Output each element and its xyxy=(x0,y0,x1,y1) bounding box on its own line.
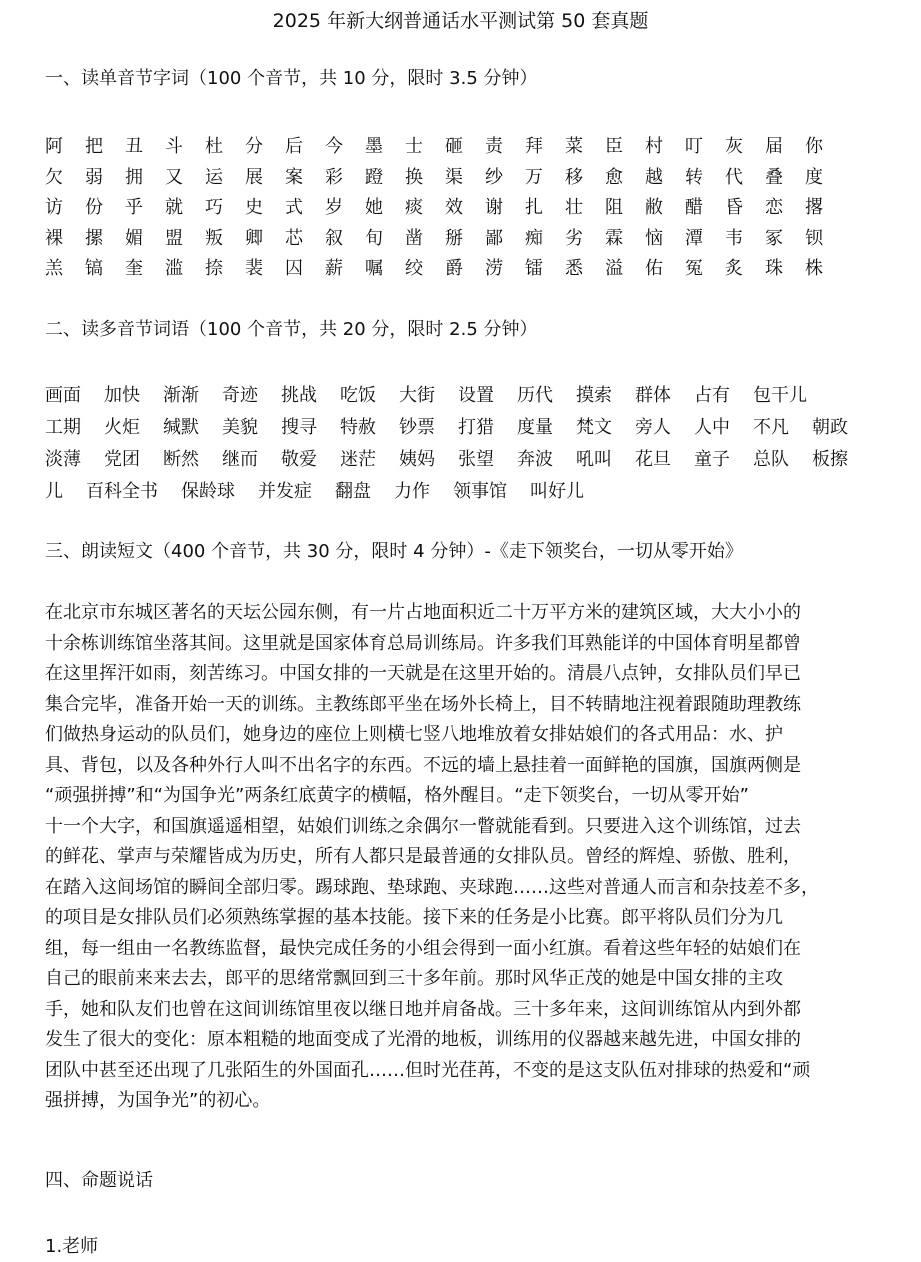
word-item: 儿 xyxy=(45,481,63,502)
section3-heading: 三、朗读短文（400 个音节，共 30 分，限时 4 分钟）-《走下领奖台，一切从零开始》 xyxy=(45,541,743,562)
syllable-char: 墨 xyxy=(365,136,383,157)
syllable-char: 囚 xyxy=(285,258,303,280)
syllable-char: 羔 xyxy=(45,258,63,280)
word-item: 板擦 xyxy=(812,449,848,470)
syllable-char: 佑 xyxy=(645,258,663,280)
syllable-char: 拜 xyxy=(525,136,543,157)
passage-line: 十一个大字，和国旗遥遥相望，姑娘们训练之余偶尔一瞥就能看到。只要进入这个训练馆，过去 xyxy=(45,815,801,837)
syllable-char: 爵 xyxy=(445,258,463,280)
word-item: 设置 xyxy=(458,385,494,406)
word-item: 人中 xyxy=(694,417,730,438)
syllable-char: 痰 xyxy=(405,197,423,219)
word-item: 挑战 xyxy=(281,385,317,406)
passage-line: 在这里挥汗如雨，刻苦练习。中国女排的一天就是在这里开始的。清晨八点钟，女排队员们早已 xyxy=(45,663,801,684)
syllable-char: 案 xyxy=(285,166,303,188)
syllable-char: 霖 xyxy=(605,227,623,249)
syllable-char: 巧 xyxy=(205,197,223,219)
syllable-char: 彩 xyxy=(325,166,343,188)
word-item: 断然 xyxy=(163,449,199,470)
syllable-char: 史 xyxy=(245,197,263,219)
word-item: 渐渐 xyxy=(163,385,199,406)
syllable-char: 纱 xyxy=(485,166,503,188)
word-row xyxy=(45,444,865,476)
word-item: 钞票 xyxy=(399,417,435,438)
passage-line: 具、背包，以及各种外行人叫不出名字的东西。不远的墙上悬挂着一面鲜艳的国旗，国旗两侧是 xyxy=(45,754,801,776)
syllable-char: 劣 xyxy=(565,227,583,249)
syllable-char: 冤 xyxy=(685,258,703,280)
syllable-char: 越 xyxy=(645,166,663,188)
word-item: 不凡 xyxy=(753,417,789,438)
syllable-char: 效 xyxy=(445,197,463,219)
reading-passage xyxy=(45,598,865,1117)
section2-heading: 二、读多音节词语（100 个音节，共 20 分，限时 2.5 分钟） xyxy=(45,319,538,340)
syllable-char: 叠 xyxy=(765,166,783,188)
syllable-char: 弱 xyxy=(85,166,103,188)
syllable-char: 撂 xyxy=(805,197,823,219)
syllable-char: 掰 xyxy=(445,227,463,249)
passage-line: 在踏入这间场馆的瞬间全部归零。踢球跑、垫球跑、夹球跑……这些对普通人而言和杂技差不多， xyxy=(45,876,819,898)
word-item: 摸索 xyxy=(576,385,612,406)
word-item: 工期 xyxy=(45,417,81,438)
syllable-char: 株 xyxy=(805,258,823,280)
syllable-char: 壮 xyxy=(565,197,583,219)
syllable-char: 悉 xyxy=(565,258,583,280)
syllable-char: 冢 xyxy=(765,227,783,249)
syllable-char: 你 xyxy=(805,136,823,157)
syllable-char: 旬 xyxy=(365,227,383,249)
passage-line: 的项目是女排队员们必须熟练掌握的基本技能。接下来的任务是小比赛。郎平将队员们分为几 xyxy=(45,907,783,928)
syllable-char: 奎 xyxy=(125,258,143,280)
syllable-char: 昏 xyxy=(725,197,743,219)
syllable-char: 责 xyxy=(485,136,503,157)
syllable-char: 拥 xyxy=(125,166,143,188)
word-item: 占有 xyxy=(694,385,730,406)
passage-line: 在北京市东城区著名的天坛公园东侧，有一片占地面积近二十万平方米的建筑区域，大大小小的 xyxy=(45,602,801,623)
word-item: 奔波 xyxy=(517,449,553,470)
word-item: 继而 xyxy=(222,449,258,470)
syllable-char: 镐 xyxy=(85,258,103,280)
syllable-char: 岁 xyxy=(325,197,343,219)
word-item: 搜寻 xyxy=(281,417,317,438)
syllable-char: 扎 xyxy=(525,197,543,219)
word-item: 历代 xyxy=(517,385,553,406)
syllable-char: 她 xyxy=(365,197,383,219)
speech-topic: 1.老师 xyxy=(45,1236,99,1257)
word-item: 力作 xyxy=(394,481,430,502)
word-item: 敬爱 xyxy=(281,449,317,470)
word-item: 保龄球 xyxy=(181,481,235,502)
syllable-char: 后 xyxy=(285,136,303,157)
syllable-char: 嘱 xyxy=(365,258,383,280)
passage-line: 集合完毕，准备开始一天的训练。主教练郎平坐在场外长椅上，目不转睛地注视着跟随助理教练 xyxy=(45,693,801,715)
syllable-char: 展 xyxy=(245,166,263,188)
word-item: 翻盘 xyxy=(335,481,371,502)
word-item: 花旦 xyxy=(635,449,671,470)
word-item: 美貌 xyxy=(222,417,258,438)
passage-line: 自己的眼前来来去去，郎平的思绪常飘回到三十多年前。那时风华正茂的她是中国女排的主攻 xyxy=(45,968,783,989)
word-item: 淡薄 xyxy=(45,449,81,470)
syllable-char: 珠 xyxy=(765,258,783,280)
syllable-char: 村 xyxy=(645,136,663,157)
word-item: 姨妈 xyxy=(399,449,435,470)
syllable-char: 韦 xyxy=(725,227,743,249)
syllable-char: 士 xyxy=(405,136,423,157)
section4-heading: 四、命题说话 xyxy=(45,1170,153,1191)
word-item: 大街 xyxy=(399,385,435,406)
syllable-char: 恼 xyxy=(645,227,663,249)
word-item: 缄默 xyxy=(163,417,199,438)
syllable-char: 欠 xyxy=(45,166,63,188)
passage-line: 们做热身运动的队员们，她身边的座位上则横七竖八地堆放着女排姑娘们的各式用品：水、护 xyxy=(45,724,783,745)
word-item: 加快 xyxy=(104,385,140,406)
syllable-char: 又 xyxy=(165,166,183,188)
syllable-char: 斗 xyxy=(165,136,183,157)
syllable-char: 捺 xyxy=(205,258,223,280)
multi-syllable-word-list xyxy=(45,380,865,508)
passage-line: 组，每一组由一名教练监督，最快完成任务的小组会得到一面小红旗。看着这些年轻的姑娘们在 xyxy=(45,937,801,959)
syllable-char: 钡 xyxy=(805,227,823,249)
passage-line: 十余栋训练馆坐落其间。这里就是国家体育总局训练局。许多我们耳熟能详的中国体育明星都曾 xyxy=(45,632,801,654)
syllable-char: 份 xyxy=(85,197,103,219)
word-item: 迷茫 xyxy=(340,449,376,470)
syllable-char: 运 xyxy=(205,166,223,188)
syllable-char: 愈 xyxy=(605,166,623,188)
syllable-char: 炙 xyxy=(725,258,743,280)
syllable-char: 裸 xyxy=(45,227,63,249)
word-item: 叫好儿 xyxy=(530,481,584,502)
syllable-char: 度 xyxy=(805,166,823,188)
syllable-char: 菜 xyxy=(565,136,583,157)
syllable-char: 涝 xyxy=(485,258,503,280)
syllable-char: 阿 xyxy=(45,136,63,157)
syllable-char: 分 xyxy=(245,136,263,157)
syllable-char: 薪 xyxy=(325,258,343,280)
word-item: 朝政 xyxy=(812,417,848,438)
word-item: 特赦 xyxy=(340,417,376,438)
syllable-char: 滥 xyxy=(165,258,183,280)
syllable-char: 溢 xyxy=(605,258,623,280)
syllable-char: 换 xyxy=(405,166,423,188)
passage-line: 强拼搏，为国争光”的初心。 xyxy=(45,1090,271,1111)
passage-line: 团队中甚至还出现了几张陌生的外国面孔……但时光荏苒，不变的是这支队伍对排球的热爱和“顽 xyxy=(45,1059,811,1081)
syllable-char: 就 xyxy=(165,197,183,219)
syllable-char: 芯 xyxy=(285,227,303,249)
word-item: 梵文 xyxy=(576,417,612,438)
word-item: 旁人 xyxy=(635,417,671,438)
word-item: 度量 xyxy=(517,417,553,438)
syllable-char: 盟 xyxy=(165,227,183,249)
document-title: 2025 年新大纲普通话水平测试第 50 套真题 xyxy=(272,10,649,32)
word-item: 打猎 xyxy=(458,417,494,438)
syllable-char: 渠 xyxy=(445,166,463,188)
word-row xyxy=(45,380,865,412)
syllable-char: 痴 xyxy=(525,227,543,249)
syllable-char: 式 xyxy=(285,197,303,219)
syllable-char: 叮 xyxy=(685,136,703,157)
single-syllable-grid xyxy=(45,132,845,285)
syllable-char: 恋 xyxy=(765,197,783,219)
syllable-char: 把 xyxy=(85,136,103,157)
syllable-char: 砸 xyxy=(445,136,463,157)
word-item: 领事馆 xyxy=(453,481,507,502)
syllable-char: 鄙 xyxy=(485,227,503,249)
word-item: 百科全书 xyxy=(86,481,158,502)
syllable-char: 醋 xyxy=(685,197,703,219)
syllable-char: 丑 xyxy=(125,136,143,157)
word-item: 张望 xyxy=(458,449,494,470)
syllable-char: 臣 xyxy=(605,136,623,157)
passage-line: 的鲜花、掌声与荣耀皆成为历史，所有人都只是最普通的女排队员。曾经的辉煌、骄傲、胜利， xyxy=(45,846,801,867)
syllable-char: 裴 xyxy=(245,258,263,280)
syllable-char: 访 xyxy=(45,197,63,219)
syllable-char: 阻 xyxy=(605,197,623,219)
syllable-char: 转 xyxy=(685,166,703,188)
word-item: 童子 xyxy=(694,449,730,470)
syllable-char: 叛 xyxy=(205,227,223,249)
word-item: 党团 xyxy=(104,449,140,470)
syllable-char: 代 xyxy=(725,166,743,188)
word-item: 总队 xyxy=(753,449,789,470)
word-item: 火炬 xyxy=(104,417,140,438)
word-item: 群体 xyxy=(635,385,671,406)
syllable-char: 卿 xyxy=(245,227,263,249)
syllable-char: 镭 xyxy=(525,258,543,280)
syllable-char: 敝 xyxy=(645,197,663,219)
syllable-char: 谢 xyxy=(485,197,503,219)
syllable-char: 今 xyxy=(325,136,343,157)
syllable-char: 潭 xyxy=(685,227,703,249)
word-item: 吃饭 xyxy=(340,385,376,406)
syllable-char: 绞 xyxy=(405,258,423,280)
syllable-char: 乎 xyxy=(125,197,143,219)
passage-line: 手，她和队友们也曾在这间训练馆里夜以继日地并肩备战。三十多年来，这间训练馆从内到外都 xyxy=(45,998,801,1020)
passage-line: “顽强拼搏”和“为国争光”两条红底黄字的横幅，格外醒目。“走下领奖台，一切从零开始” xyxy=(45,785,749,806)
passage-line: 发生了很大的变化：原本粗糙的地面变成了光滑的地板，训练用的仪器越来越先进，中国女排的 xyxy=(45,1029,801,1050)
syllable-char: 叙 xyxy=(325,227,343,249)
word-item: 包干儿 xyxy=(753,385,807,406)
word-item: 吼叫 xyxy=(576,449,612,470)
syllable-char: 媚 xyxy=(125,227,143,249)
word-item: 画面 xyxy=(45,385,81,406)
syllable-char: 摞 xyxy=(85,227,103,249)
word-item: 并发症 xyxy=(258,481,312,502)
syllable-char: 凿 xyxy=(405,227,423,249)
word-item: 奇迹 xyxy=(222,385,258,406)
syllable-char: 移 xyxy=(565,166,583,188)
syllable-char: 万 xyxy=(525,166,543,188)
syllable-char: 蹬 xyxy=(365,166,383,188)
word-row xyxy=(45,412,865,444)
syllable-char: 杜 xyxy=(205,136,223,157)
word-row xyxy=(45,476,865,508)
syllable-char: 届 xyxy=(765,136,783,157)
section1-heading: 一、读单音节字词（100 个音节，共 10 分，限时 3.5 分钟） xyxy=(45,68,538,89)
syllable-char: 灰 xyxy=(725,136,743,157)
